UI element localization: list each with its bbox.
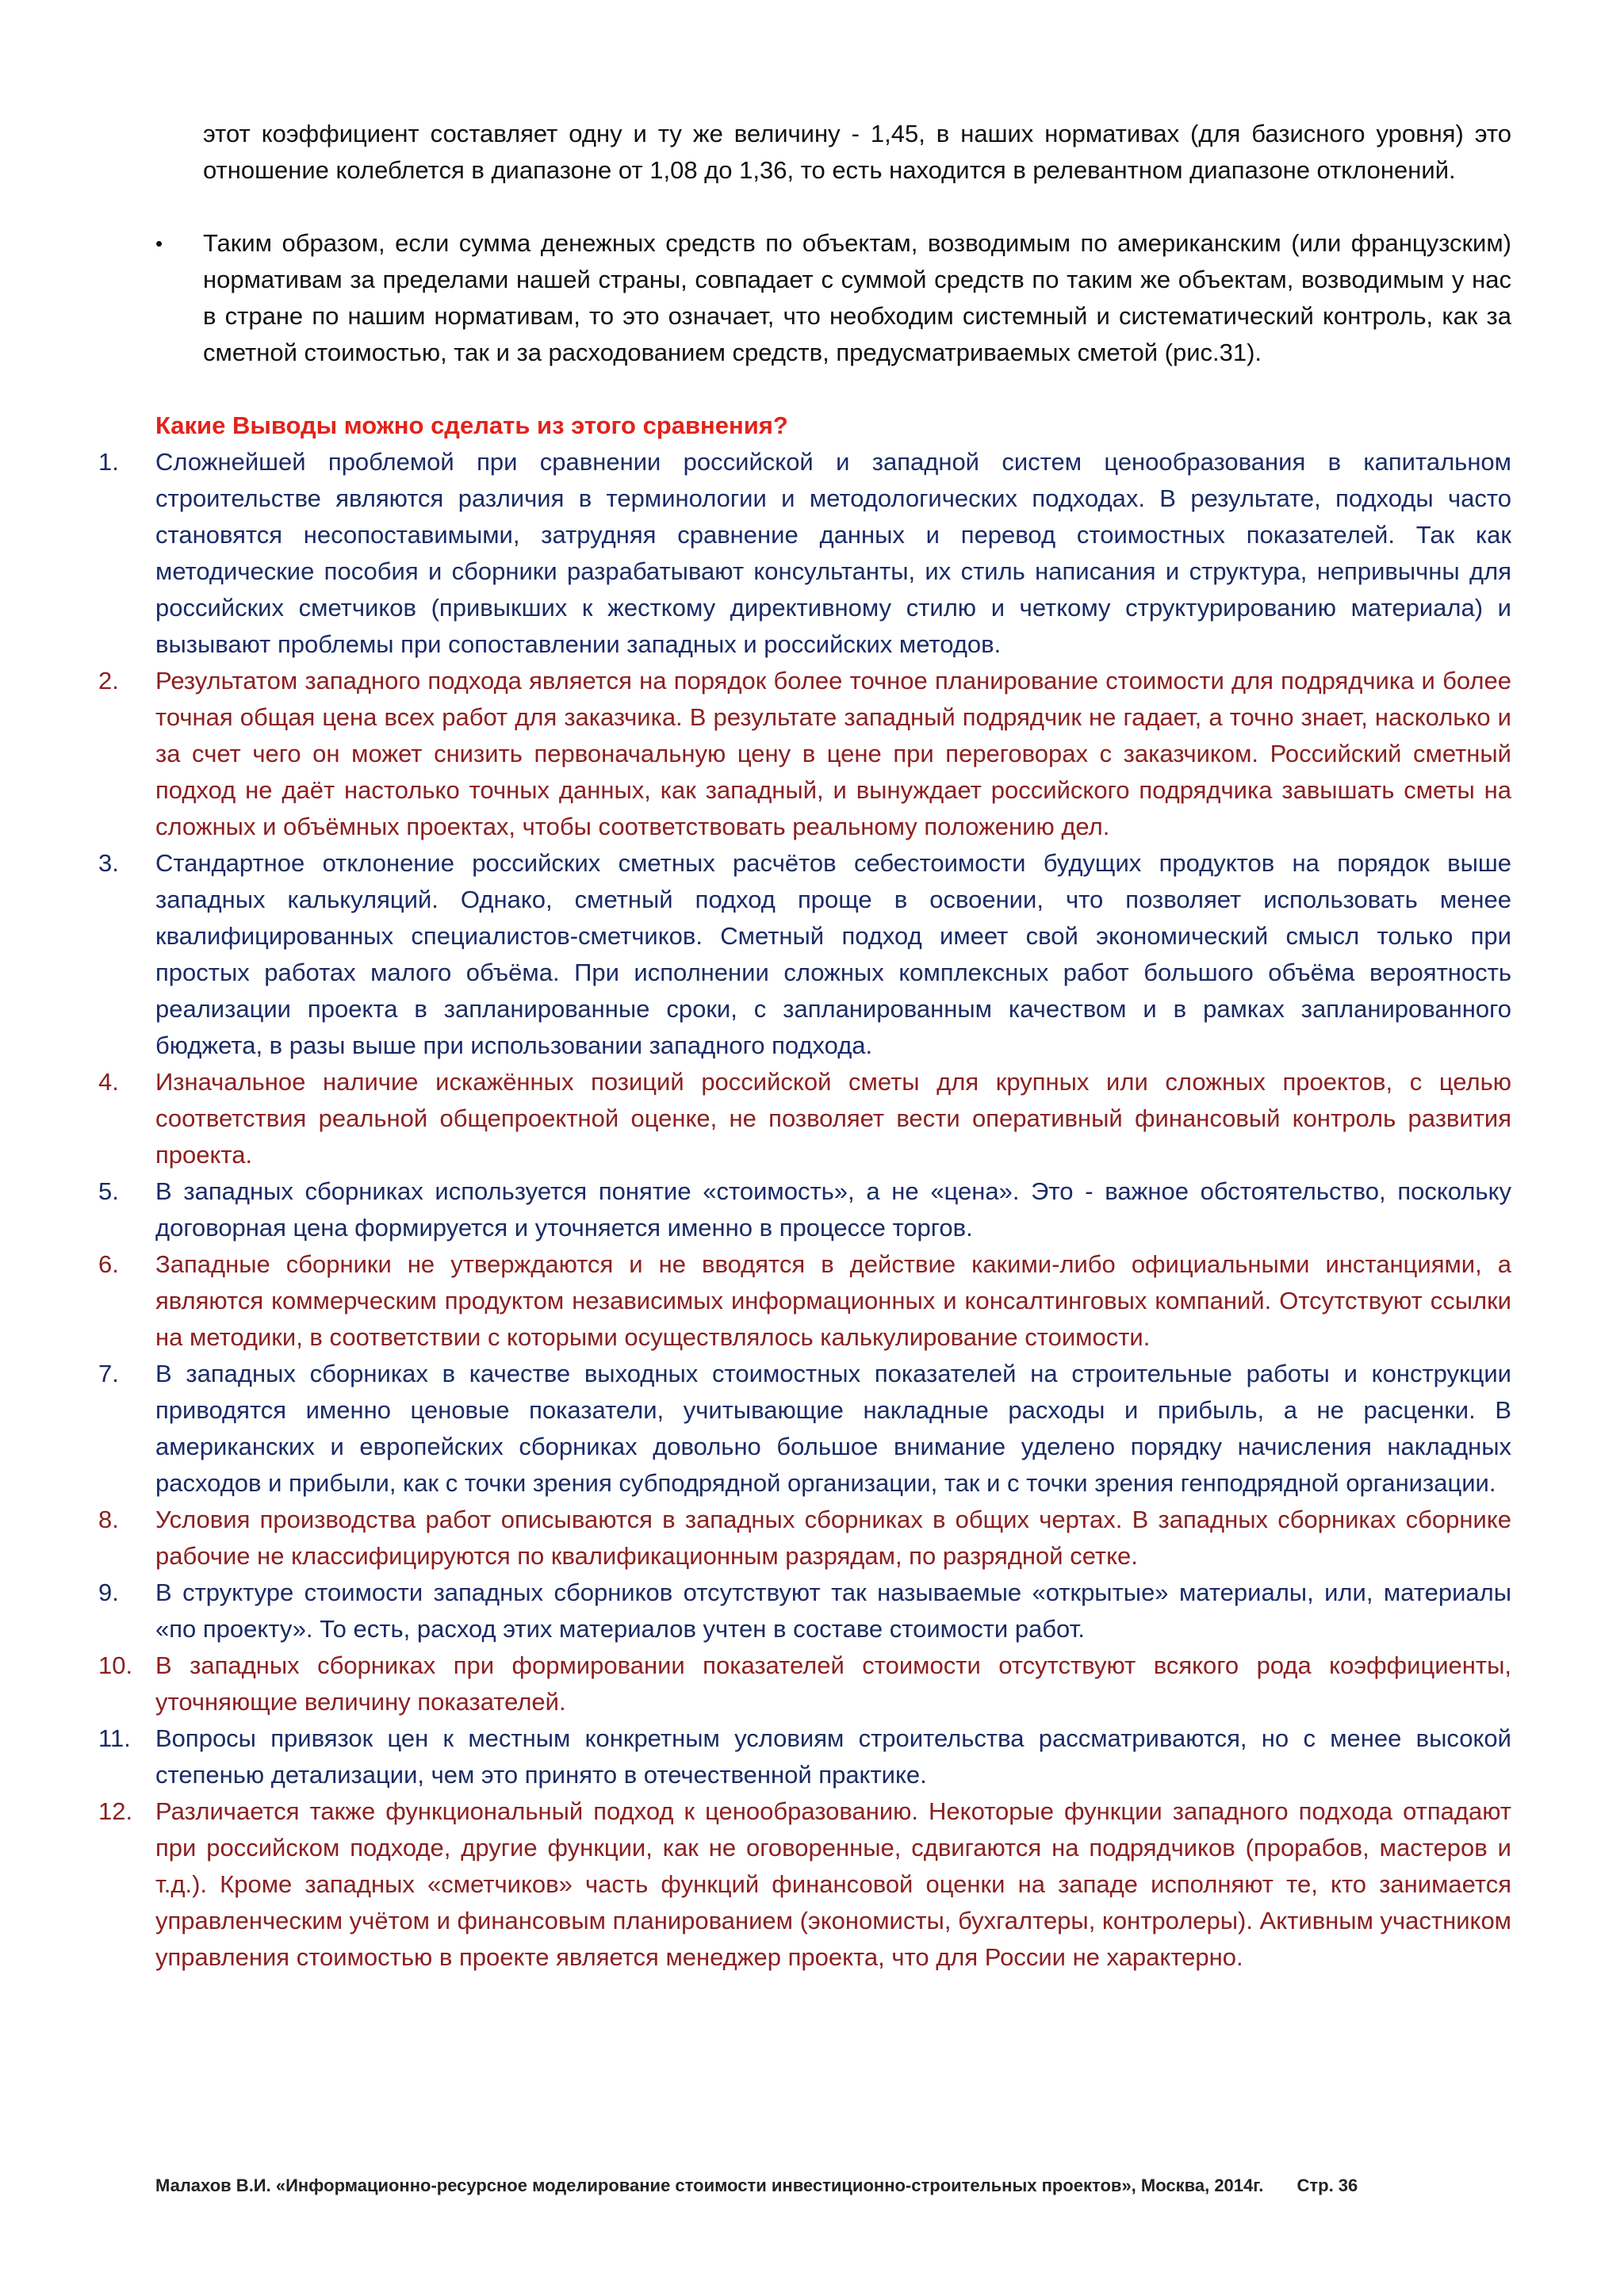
bullet-mark: •: [155, 232, 163, 255]
list-item-number: 12.: [98, 1797, 133, 1825]
list-item: [98, 1575, 1511, 1647]
list-item-text: Условия производства работ описываются в западных сборниках в общих чертах. В западных сборниках сборнике рабочие не классифицируются по квалификационным разрядам, по разрядной сетке.: [155, 1506, 1511, 1570]
list-item: [98, 1246, 1511, 1356]
list-item-number: 5.: [98, 1177, 119, 1205]
list-item-text: В структуре стоимости западных сборников отсутствуют так называемые «открытые» материалы, или, материалы «по проекту». То есть, расход этих материалов учтен в составе стоимости работ.: [155, 1578, 1511, 1643]
section-heading: Какие Выводы можно сделать из этого сравнения?: [155, 411, 788, 439]
page-footer: [155, 2174, 1519, 2198]
list-item-number: 3.: [98, 849, 119, 877]
list-item-text: В западных сборниках при формировании показателей стоимости отсутствуют всякого рода коэффициенты, уточняющие величину показателей.: [155, 1651, 1511, 1716]
list-item-number: 9.: [98, 1578, 119, 1606]
list-item: [98, 444, 1511, 663]
list-item-text: Стандартное отклонение российских сметных расчётов себестоимости будущих продуктов на порядок выше западных калькуляций. Однако, сметный подход проще в освоении, что позволяет использовать менее квалифицированных специалистов-сметчиков. Сметный подход имеет свой экономический смысл только при простых работах малого объёма. При исполнении сложных комплексных работ большого объёма вероятность реализации проекта в запланированные сроки, с запланированным качеством и в рамках запланированного бюджета, в разы выше при использовании западного подхода.: [155, 849, 1511, 1059]
list-item-text: Западные сборники не утверждаются и не вводятся в действие какими-либо официальными инстанциями, а являются коммерческим продуктом независимых информационных и консалтинговых компаний. Отсутствуют ссылки на методики, в соответствии с которыми осуществлялось калькулирование стоимости.: [155, 1250, 1511, 1351]
list-item: [98, 845, 1511, 1064]
list-item: [98, 1647, 1511, 1720]
list-item-number: 7.: [98, 1360, 119, 1387]
list-item: [98, 663, 1511, 845]
list-item-text: В западных сборниках в качестве выходных стоимостных показателей на строительные работы и конструкции приводятся именно ценовые показатели, учитывающие накладные расходы и прибыль, а не расценки. В американских и европейских сборниках довольно большое внимание уделено порядку начисления накладных расходов и прибыли, как с точки зрения субподрядной организации, так и с точки зрения генподрядной организации.: [155, 1360, 1511, 1497]
list-item: [98, 1356, 1511, 1502]
list-item-number: 4.: [98, 1068, 119, 1096]
bullet-text: Таким образом, если сумма денежных средств по объектам, возводимым по американским (или французским) нормативам за пределами нашей страны, совпадает с суммой средств по таким же объектам, возводимым у нас в стране по нашим нормативам, то это означает, что необходим системный и систематический контроль, как за сметной стоимостью, так и за расходованием средств, предусматриваемых сметой (рис.31).: [203, 229, 1511, 366]
list-item-number: 8.: [98, 1506, 119, 1533]
list-item-text: В западных сборниках используется понятие «стоимость», а не «цена». Это - важное обстоятельство, поскольку договорная цена формируется и уточняется именно в процессе торгов.: [155, 1177, 1511, 1242]
continuation-paragraph: этот коэффициент составляет одну и ту же величину - 1,45, в наших нормативах (для базисного уровня) это отношение колеблется в диапазоне от 1,08 до 1,36, то есть находится в релевантном диапазоне отклонений.: [203, 120, 1511, 184]
list-item-text: Результатом западного подхода является на порядок более точное планирование стоимости для подрядчика и более точная общая цена всех работ для заказчика. В результате западный подрядчик не гадает, а точно знает, насколько и за счет чего он может снизить первоначальную цену в цене при переговорах с заказчиком. Российский сметный подход не даёт настолько точных данных, как западный, и вынуждает российского подрядчика завышать сметы на сложных и объёмных проектах, чтобы соответствовать реальному положению дел.: [155, 667, 1511, 840]
list-item: [98, 1793, 1511, 1976]
list-item-number: 2.: [98, 667, 119, 695]
list-item-text: Вопросы привязок цен к местным конкретным условиям строительства рассматриваются, но с менее высокой степенью детализации, чем это принято в отечественной практике.: [155, 1724, 1511, 1789]
list-item: [98, 1502, 1511, 1575]
list-item-text: Различается также функциональный подход к ценообразованию. Некоторые функции западного подхода отпадают при российском подходе, другие функции, как не оговоренные, сдвигаются на подрядчиков (прорабов, мастеров и т.д.). Кроме западных «сметчиков» часть функций финансовой оценки на западе исполняют те, кто занимается управленческим учётом и финансовым планированием (экономисты, бухгалтеры, контролеры). Активным участником управления стоимостью в проекте является менеджер проекта, что для России не характерно.: [155, 1797, 1511, 1971]
list-item: [98, 1720, 1511, 1793]
page-number: Стр. 36: [1297, 2175, 1358, 2195]
list-item-text: Сложнейшей проблемой при сравнении российской и западной систем ценообразования в капитальном строительстве являются различия в терминологии и методологических подходах. В результате, подходы часто становятся несопоставимыми, затрудняя сравнение данных и перевод стоимостных показателей. Так как методические пособия и сборники разрабатывают консультанты, их стиль написания и структура, непривычны для российских сметчиков (привыкших к жесткому директивному стилю и четкому структурированию материала) и вызывают проблемы при сопоставлении западных и российских методов.: [155, 448, 1511, 658]
list-item-number: 11.: [98, 1724, 131, 1752]
list-item-text: Изначальное наличие искажённых позиций российской сметы для крупных или сложных проектов, с целью соответствия реальной общепроектной оценке, не позволяет вести оперативный финансовый контроль развития проекта.: [155, 1068, 1511, 1169]
list-item: [98, 1173, 1511, 1246]
conclusions-list: [98, 444, 1511, 1976]
list-item-number: 6.: [98, 1250, 119, 1278]
list-item: [98, 1064, 1511, 1173]
footer-citation: Малахов В.И. «Информационно-ресурсное моделирование стоимости инвестиционно-строительных проектов», Москва, 2014г.: [155, 2175, 1264, 2195]
list-item-number: 10.: [98, 1651, 133, 1679]
list-item-number: 1.: [98, 448, 119, 476]
